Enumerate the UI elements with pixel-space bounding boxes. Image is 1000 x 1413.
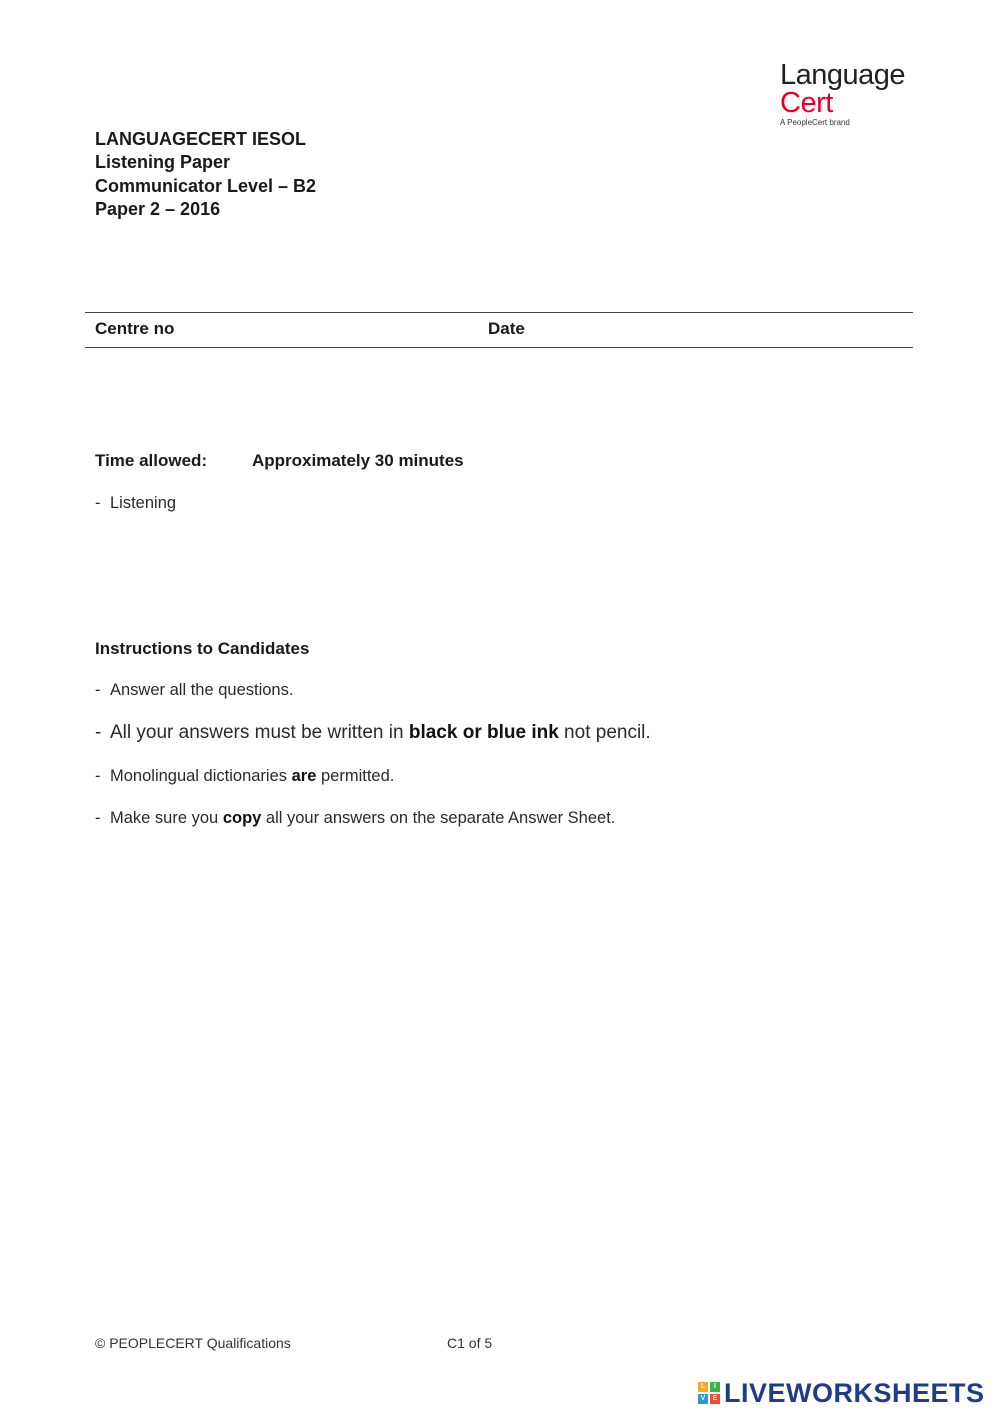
liveworksheets-watermark[interactable] <box>698 1376 985 1410</box>
time-allowed-value: Approximately 30 minutes <box>252 451 464 470</box>
header-line-level: Communicator Level – B2 <box>95 175 317 196</box>
list-item-text: Listening <box>110 494 177 512</box>
header-line-paper: Listening Paper <box>95 152 231 173</box>
instruction-item: - Monolingual dictionaries are permitted. <box>95 767 395 785</box>
liveworksheets-wordmark: LIVEWORKSHEETS <box>724 1377 985 1408</box>
footer-copyright: © PEOPLECERT Qualifications <box>95 1335 291 1351</box>
logo-word-cert: Cert <box>780 87 833 119</box>
logo-tagline: A PeopleCert brand <box>780 118 850 127</box>
footer-page-number: C1 of 5 <box>447 1335 493 1351</box>
header-line-year: Paper 2 – 2016 <box>95 198 221 219</box>
list-item: - Listening <box>95 494 177 512</box>
top-divider <box>85 312 913 313</box>
logo-tile: V <box>698 1394 708 1404</box>
languagecert-logo <box>780 60 920 129</box>
logo-tile: L <box>698 1382 708 1392</box>
header-line-exam: LANGUAGECERT IESOL <box>95 129 307 149</box>
logo-tile: E <box>710 1394 720 1404</box>
time-allowed-label: Time allowed: <box>95 451 208 470</box>
logo-word-language: Language <box>780 59 906 91</box>
bottom-divider <box>85 347 913 348</box>
paper-header <box>95 128 316 221</box>
logo-tile: I <box>710 1382 720 1392</box>
date-label: Date <box>488 319 525 338</box>
centre-no-label: Centre no <box>95 319 175 338</box>
liveworksheets-logo-icon <box>698 1382 720 1404</box>
instructions-heading: Instructions to Candidates <box>95 639 310 658</box>
instruction-item: - All your answers must be written in black or blue ink not pencil. <box>95 722 651 743</box>
instruction-item: - Make sure you copy all your answers on the separate Answer Sheet. <box>95 809 616 827</box>
instruction-item: - Answer all the questions. <box>95 681 294 699</box>
